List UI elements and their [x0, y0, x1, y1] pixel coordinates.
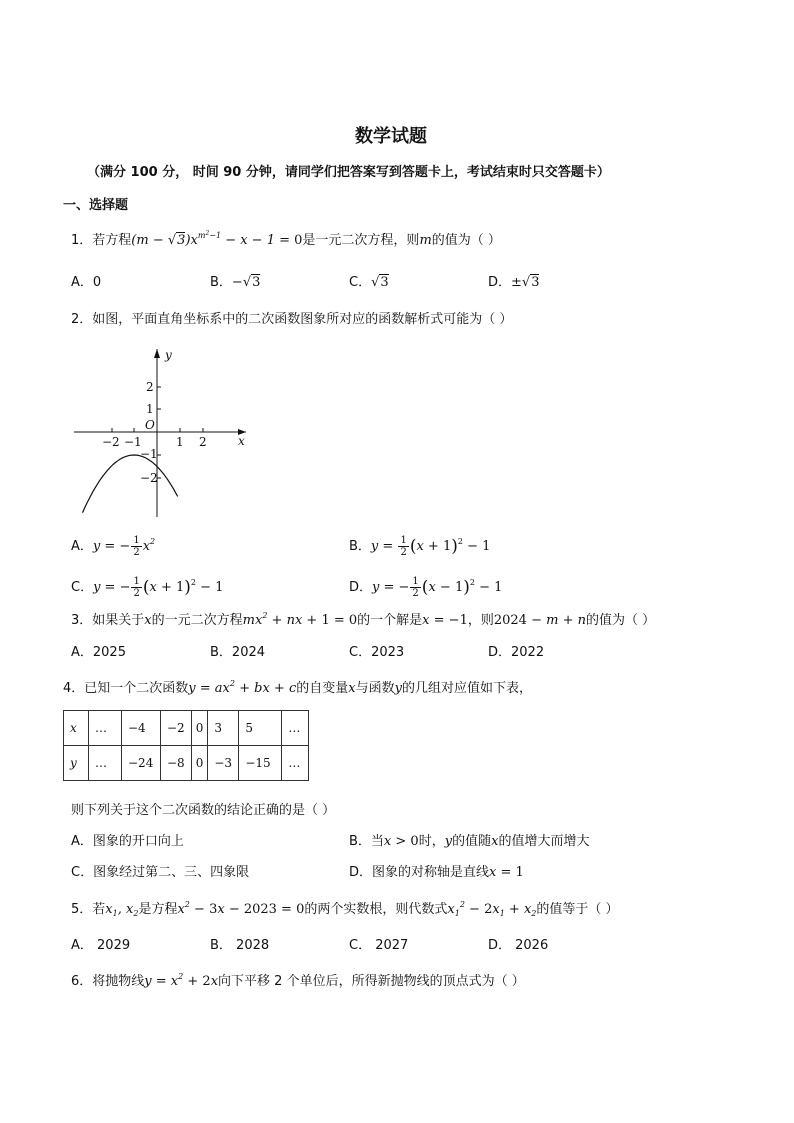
- y-tick-label: −1: [140, 447, 158, 461]
- q1-option-b[interactable]: B．−√3: [210, 275, 261, 290]
- table-cell: …: [282, 711, 309, 746]
- y-tick-label: 2: [146, 380, 154, 394]
- q4-option-b[interactable]: B．当x > 0时，y的值随x的值增大而增大: [349, 834, 590, 849]
- x-tick-label: −1: [124, 435, 142, 449]
- table-cell: y: [64, 746, 89, 781]
- table-cell: …: [89, 746, 122, 781]
- table-cell: −2: [161, 711, 192, 746]
- q3-option-c[interactable]: C．2023: [349, 645, 405, 660]
- table-row: [64, 746, 309, 781]
- q3-option-a[interactable]: A．2025: [71, 645, 126, 660]
- q5-option-a[interactable]: A． 2029: [71, 938, 131, 953]
- q3-option-d[interactable]: D．2022: [488, 645, 545, 660]
- table-cell: −15: [239, 746, 282, 781]
- x-axis-label: x: [238, 434, 245, 448]
- q1-option-d[interactable]: D．±√3: [488, 275, 540, 290]
- x-tick-label: 1: [176, 435, 184, 449]
- question-1-stem: 1．若方程$(m - √3)x^{m^2-1} - x - 1 = 0$是一元二次方程，则m的值为（ ）: [71, 230, 501, 248]
- question-4-follow: 则下列关于这个二次函数的结论正确的是（ ）: [71, 803, 336, 818]
- question-3-stem: 3．如果关于x的一元二次方程$mx^2$ + nx + 1 = 0的一个解是x = −1，则2024 − m + n的值为（ ）: [71, 611, 656, 628]
- value-table: [63, 710, 309, 781]
- q2-option-d[interactable]: D．y = − $\frac{1}{2}$ $(x - 1)^2 - 1$: [349, 576, 503, 599]
- table-cell: 0: [191, 746, 208, 781]
- q4-option-d[interactable]: D．图象的对称轴是直线x = 1: [349, 865, 524, 880]
- y-tick-label: 1: [146, 402, 154, 416]
- question-2-stem: 2．如图，平面直角坐标系中的二次函数图象所对应的函数解析式可能为（ ）: [71, 312, 513, 327]
- y-tick-label: −2: [140, 471, 158, 485]
- q2-option-b[interactable]: B．y = $\frac{1}{2}$ $(x + 1)^2 - 1$: [349, 535, 491, 558]
- table-cell: 5: [239, 711, 282, 746]
- table-cell: −3: [208, 746, 239, 781]
- table-cell: −8: [161, 746, 192, 781]
- table-cell: …: [89, 711, 122, 746]
- table-cell: −24: [122, 746, 161, 781]
- q3-option-b[interactable]: B．2024: [210, 645, 266, 660]
- exam-instructions: （满分 100 分， 时间 90 分钟，请同学们把答案写到答题卡上，考试结束时只交答题卡）: [87, 165, 610, 180]
- q5-option-c[interactable]: C． 2027: [349, 938, 409, 953]
- parabola-curve: [83, 455, 178, 513]
- table-cell: …: [282, 746, 309, 781]
- y-axis-label: y: [165, 348, 172, 362]
- section-heading: 一、选择题: [63, 198, 129, 213]
- q1-option-a[interactable]: A．0: [71, 275, 102, 290]
- q5-option-d[interactable]: D． 2026: [488, 938, 549, 953]
- x-tick-label: 2: [199, 435, 207, 449]
- q4-option-a[interactable]: A．图象的开口向上: [71, 834, 184, 849]
- graph-axes: [74, 349, 246, 517]
- y-axis-arrow: [154, 349, 160, 358]
- q5-option-b[interactable]: B． 2028: [210, 938, 270, 953]
- q4-option-c[interactable]: C．图象经过第二、三、四象限: [71, 865, 250, 880]
- q2-option-c[interactable]: C．y = − $\frac{1}{2}$ $(x + 1)^2 - 1$: [71, 576, 224, 599]
- question-5-stem: 5．若$x_1$, $x_2$是方程$x^2 - 3x - 2023 = 0$的两个实数根，则代数式$x_1^2 - 2x_1 + x_2$的值等于（ ）: [71, 900, 619, 918]
- table-row: [64, 711, 309, 746]
- table-cell: 3: [208, 711, 239, 746]
- q1-option-c[interactable]: C．√3: [349, 275, 389, 290]
- table-cell: 0: [191, 711, 208, 746]
- q2-option-a[interactable]: A．y = − $\frac{1}{2}$ $x^2$: [71, 535, 156, 558]
- table-cell: −4: [122, 711, 161, 746]
- question-6-stem: 6．将抛物线$y = x^2 + 2x$向下平移 2 个单位后，所得新抛物线的顶点式为（ ）: [71, 972, 525, 989]
- question-4-stem: 4．已知一个二次函数$y = ax^2$ + bx + c的自变量x与函数y的几组对应值如下表，: [63, 679, 532, 696]
- table-cell: x: [64, 711, 89, 746]
- page-title: 数学试题: [355, 126, 427, 147]
- parabola-graph: [70, 345, 260, 525]
- origin-label: O: [145, 418, 155, 432]
- x-tick-label: −2: [102, 435, 120, 449]
